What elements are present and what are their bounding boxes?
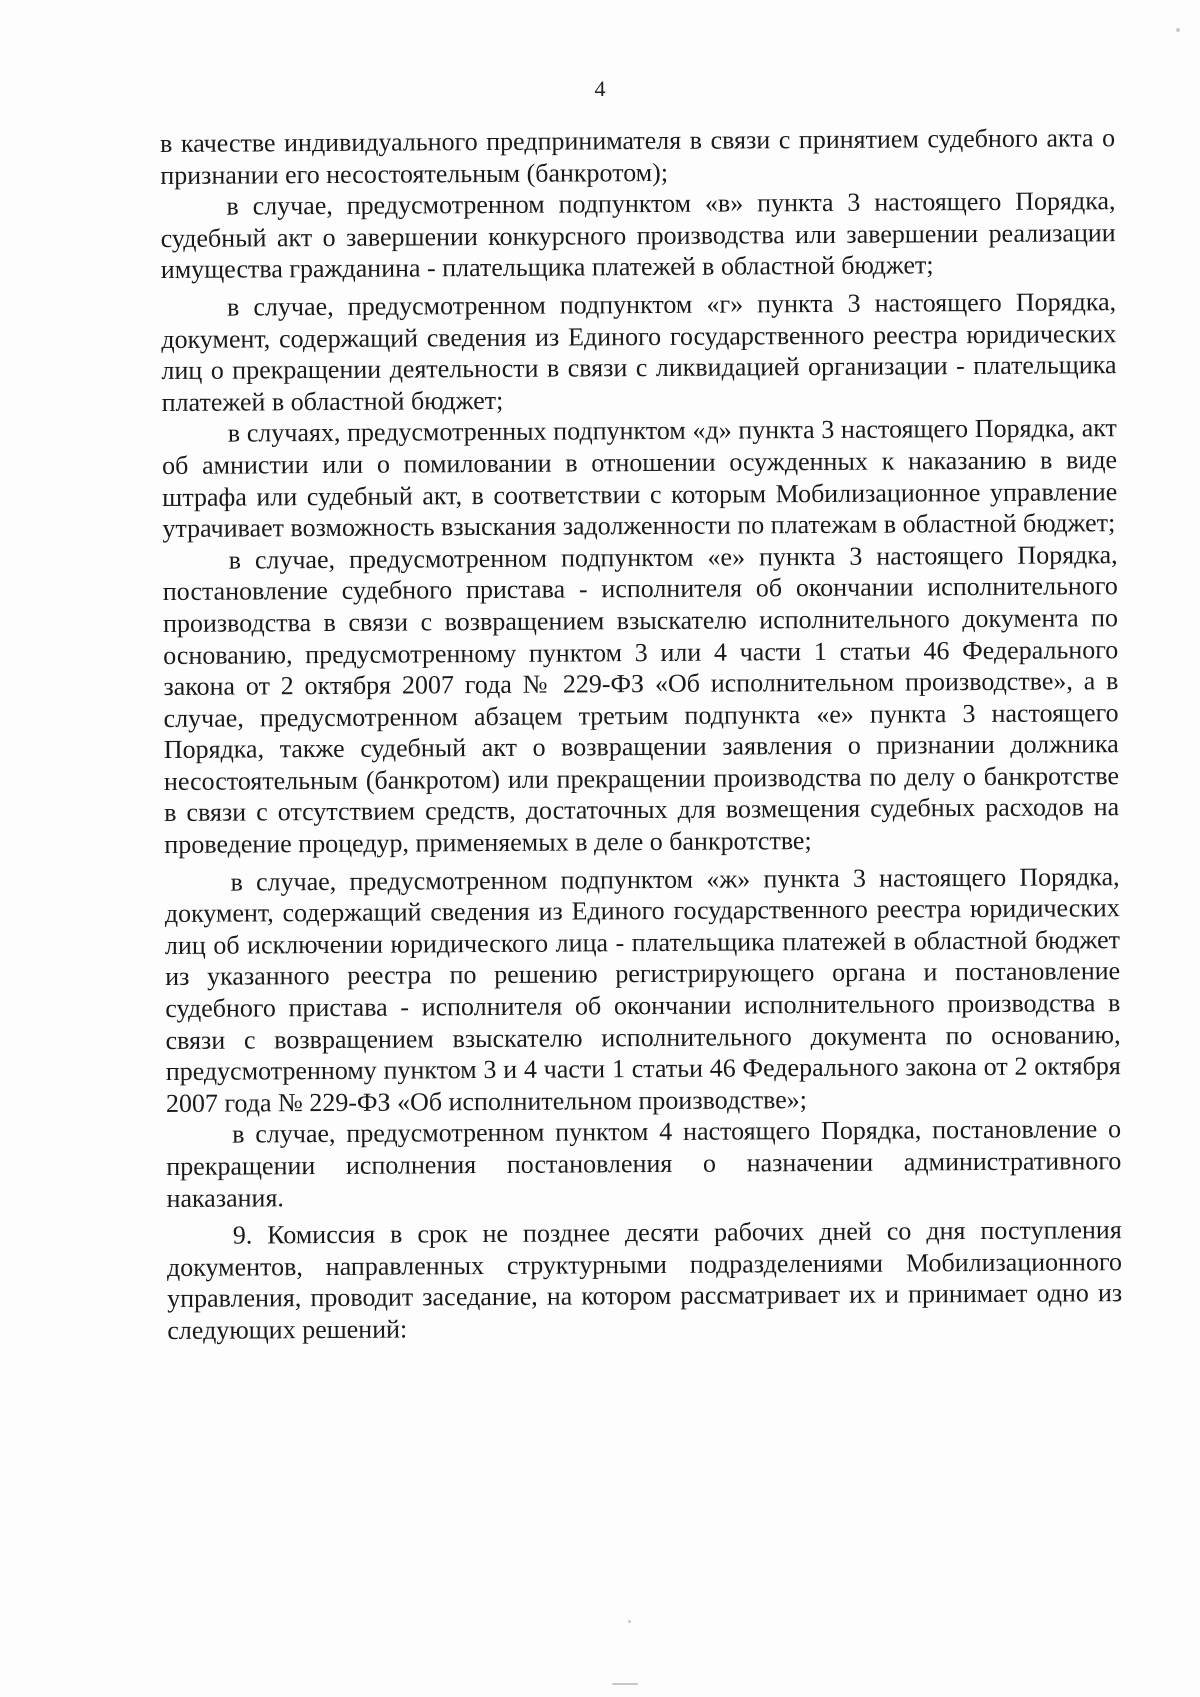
paragraph-subitem-d: в случаях, предусмотренных подпунктом «д» пункта 3 настоящего Порядка, акт об амнистии или о помиловании в отношении осужденных к наказанию в виде штрафа или судебный акт, в соответствии с которым Мобилизационное управление утрачивает возможность взыскания задолженности по платежам в областной бюджет;	[161, 413, 1118, 544]
scan-speck	[1176, 28, 1180, 32]
paragraph-continuation: в качестве индивидуального предпринимателя в связи с принятием судебного акта о признании его несостоятельным (банкротом);	[160, 123, 1116, 190]
scan-speck	[612, 1683, 638, 1685]
page-number: 4	[594, 76, 606, 101]
document-body	[160, 122, 1122, 1346]
paragraph-point-4: в случае, предусмотренном пунктом 4 настоящего Порядка, постановление о прекращении исполнения постановления о назначении административного наказания.	[166, 1114, 1122, 1213]
scan-speck	[628, 1620, 631, 1623]
paragraph-subitem-zh: в случае, предусмотренном подпунктом «ж» пункта 3 настоящего Порядка, документ, содержащий сведения из Единого государственного реестра юридических лиц об исключении юридического лица - плательщика платежей в областной бюджет из указанного реестра по решению регистрирующего органа и постановление судебного пристава - исполнителя об окончании исполнительного производства в связи с возвращением взыскателю исполнительного документа по основанию, предусмотренному пунктом 3 и 4 части 1 статьи 46 Федерального закона от 2 октября 2007 года № 229-ФЗ «Об исполнительном производстве»;	[164, 861, 1121, 1118]
paragraph-subitem-g: в случае, предусмотренном подпунктом «г» пункта 3 настоящего Порядка, документ, содержащий сведения из Единого государственного реестра юридических лиц о прекращении деятельности в связи с ликвидацией организации - плательщика платежей в областной бюджет;	[161, 287, 1117, 417]
paragraph-subitem-v: в случае, предусмотренном подпунктом «в» пункта 3 настоящего Порядка, судебный акт о завершении конкурсного производства или завершении реализации имущества гражданина - плательщика платежей в областной бюджет;	[160, 186, 1116, 285]
paragraph-subitem-e: в случае, предусмотренном подпунктом «е» пункта 3 настоящего Порядка, постановление судебного пристава - исполнителя об окончании исполнительного производства в связи с возвращением взыскателю исполнительного документа по основанию, предусмотренному пунктом 3 или 4 части 1 статьи 46 Федерального закона от 2 октября 2007 года № 229-ФЗ «Об исполнительном производстве», а в случае, предусмотренном абзацем третьим подпункта «е» пункта 3 настоящего Порядка, также судебный акт о возвращении заявления о признании должника несостоятельным (банкротом) или прекращении производства по делу о банкротстве в связи с отсутствием средств, достаточных для возмещения судебных расходов на проведение процедур, применяемых в деле о банкротстве;	[162, 539, 1120, 860]
paragraph-item-9: 9. Комиссия в срок не позднее десяти рабочих дней со дня поступления документов, направленных структурными подразделениями Мобилизационного управления, проводит заседание, на котором рассматривает их и принимает одно из следующих решений:	[166, 1215, 1123, 1345]
